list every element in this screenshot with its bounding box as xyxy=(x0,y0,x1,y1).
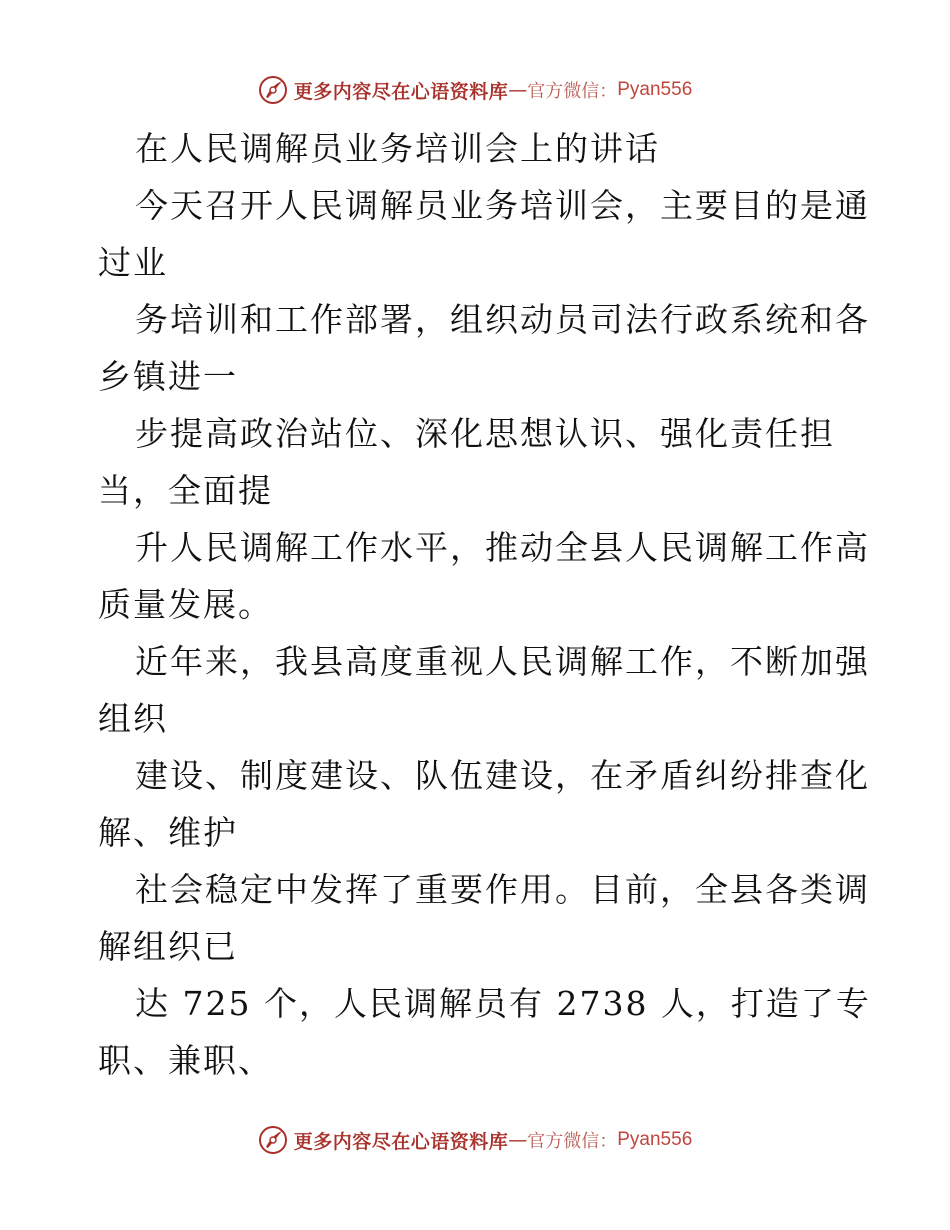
paragraph-line: 过业 xyxy=(98,243,168,282)
paragraph-line: 升人民调解工作水平，推动全县人民调解工作高 xyxy=(135,528,870,567)
paragraph-line: 质量发展。 xyxy=(98,585,273,624)
paragraph-line: 步提高政治站位、深化思想认识、强化责任担 xyxy=(135,414,835,453)
paragraph-line: 解、维护 xyxy=(98,813,238,852)
banner-main-text: 更多内容尽在心语资料库 xyxy=(293,1130,509,1153)
banner-main-text: 更多内容尽在心语资料库 xyxy=(293,80,509,103)
banner-sub-text: 官方微信： xyxy=(527,1131,618,1152)
footer-watermark-banner xyxy=(0,1120,950,1160)
paragraph-line: 解组织已 xyxy=(98,927,238,966)
quill-logo-icon xyxy=(258,1125,288,1155)
paragraph-line: 乡镇进一 xyxy=(98,357,238,396)
quill-logo-icon xyxy=(258,75,288,105)
document-title: 在人民调解员业务培训会上的讲话 xyxy=(135,129,660,168)
paragraph-line: 组织 xyxy=(98,699,168,738)
paragraph-line: 社会稳定中发挥了重要作用。目前，全县各类调 xyxy=(135,870,870,909)
paragraph-line: 务培训和工作部署，组织动员司法行政系统和各 xyxy=(135,300,870,339)
banner-separator: — xyxy=(508,79,528,101)
banner-separator: — xyxy=(508,1129,528,1151)
banner-wechat-id: Pyan556 xyxy=(617,79,693,100)
banner-sub-text: 官方微信： xyxy=(527,81,618,102)
document-body xyxy=(98,120,871,1089)
banner-wechat-id: Pyan556 xyxy=(617,1129,693,1150)
header-watermark-banner xyxy=(0,70,950,110)
paragraph-line: 近年来，我县高度重视人民调解工作，不断加强 xyxy=(135,642,870,681)
paragraph-line: 达 725 个，人民调解员有 2738 人，打造了专 xyxy=(135,984,871,1023)
paragraph-line: 今天召开人民调解员业务培训会，主要目的是通 xyxy=(135,186,870,225)
paragraph-line: 建设、制度建设、队伍建设，在矛盾纠纷排查化 xyxy=(135,756,870,795)
paragraph-line: 当，全面提 xyxy=(98,471,273,510)
paragraph-line: 职、兼职、 xyxy=(98,1041,273,1080)
